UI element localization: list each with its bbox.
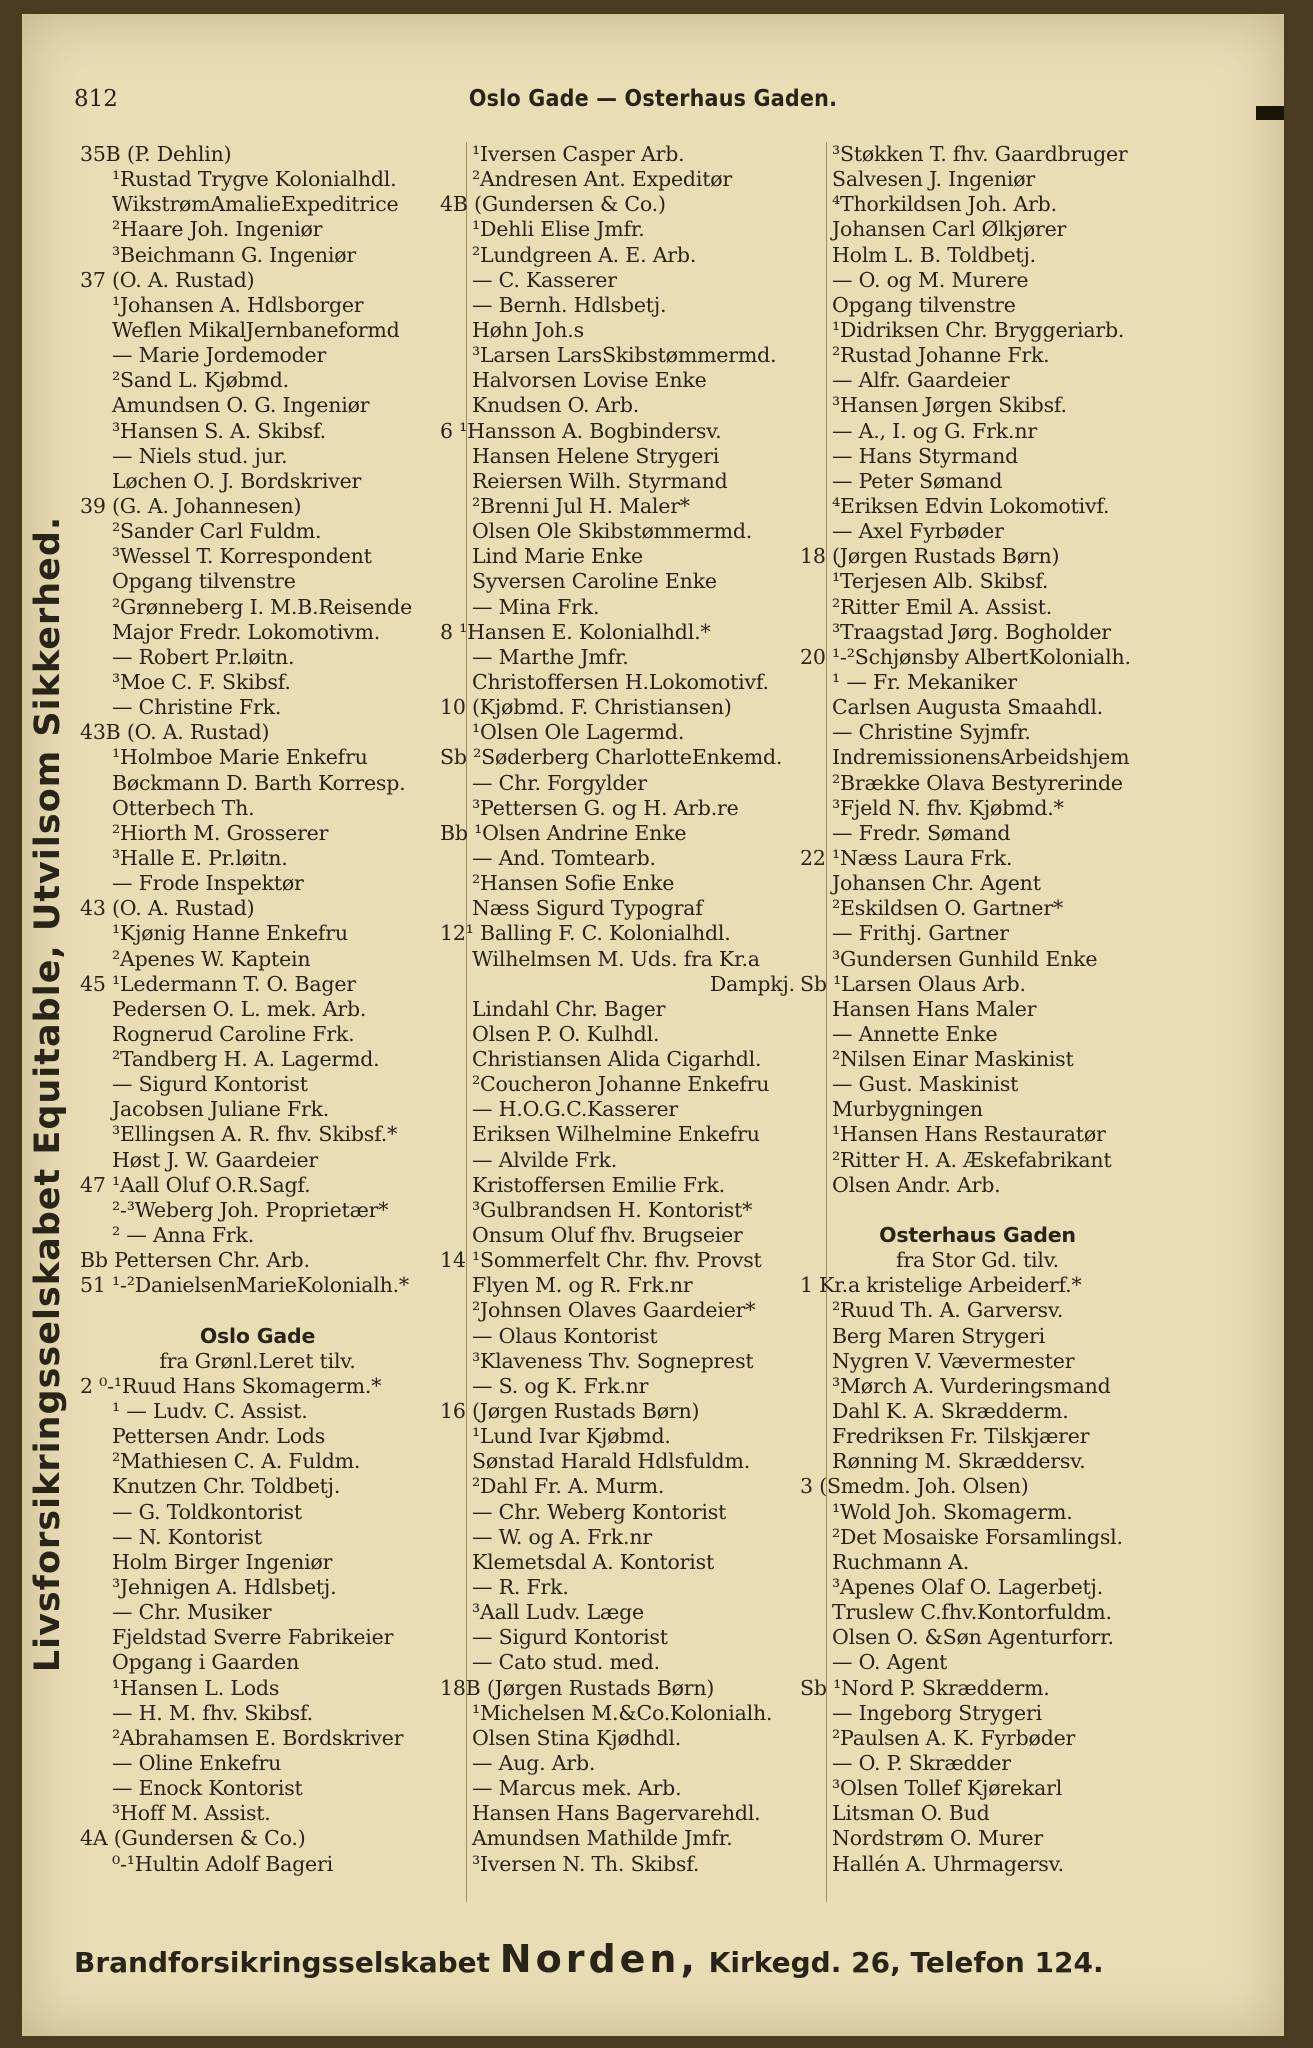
entry-line: — Niels stud. jur. — [112, 443, 288, 468]
entry-line: Næss Sigurd Typograf — [472, 896, 703, 921]
entry-line: Hansen Helene Strygeri — [472, 443, 720, 468]
entry-line: Sb ²Søderberg CharlotteEnkemd. — [440, 745, 783, 770]
entry-line: — O. og M. Murere — [832, 267, 1029, 292]
entry-line: 2 ⁰-¹Ruud Hans Skomagerm.* — [80, 1373, 382, 1398]
entry-line: ⁰-¹Hultin Adolf Bageri — [112, 1851, 333, 1876]
entry-line: ³Iversen N. Th. Skibsf. — [472, 1851, 700, 1876]
entry-line: Opgang i Gaarden — [112, 1650, 300, 1675]
side-advertisement: Livsforsikringsselskabet Equitable, Utvilsom Sikkerhed. — [28, 515, 68, 1673]
entry-line: Olsen Andr. Arb. — [832, 1172, 1001, 1197]
entry-line: ³Gulbrandsen H. Kontorist* — [472, 1197, 753, 1222]
entry-line: 45 ¹Ledermann T. O. Bager — [80, 971, 356, 996]
street-subheading: fra Stor Gd. tilv. — [895, 1248, 1059, 1273]
entry-line: Flyen M. og R. Frk.nr — [472, 1273, 693, 1298]
entry-line: ⁴Thorkildsen Joh. Arb. — [832, 192, 1057, 217]
entry-line: — Mina Frk. — [472, 594, 600, 619]
entry-line: ¹Dehli Elise Jmfr. — [472, 217, 645, 242]
entry-line: Olsen P. O. Kulhdl. — [472, 1021, 660, 1046]
entry-line: Sb ¹Larsen Olaus Arb. — [800, 971, 1026, 996]
entry-line: — Robert Pr.løitn. — [112, 644, 295, 669]
entry-line: Opgang tilvenstre — [832, 292, 1016, 317]
entry-line: Bøckmann D. Barth Korresp. — [112, 770, 406, 795]
entry-line: Major Fredr. Lokomotivm. — [112, 619, 381, 644]
entry-line: Berg Maren Strygeri — [832, 1323, 1045, 1348]
entry-line: Lindahl Chr. Bager — [472, 996, 666, 1021]
entry-line: ³Wessel T. Korrespondent — [112, 544, 372, 569]
entry-line: ²-³Weberg Joh. Proprietær* — [112, 1197, 389, 1222]
entry-line: — Christine Syjmfr. — [832, 720, 1031, 745]
entry-line: Hansen Hans Bagervarehdl. — [472, 1801, 761, 1826]
entry-line: — Hans Styrmand — [832, 443, 1019, 468]
entry-line: 20 ¹-²Schjønsby AlbertKolonialh. — [800, 644, 1131, 669]
entry-line: Amundsen Mathilde Jmfr. — [472, 1826, 733, 1851]
entry-line: — Alfr. Gaardeier — [832, 368, 1010, 393]
entry-line: Hallén A. Uhrmagersv. — [832, 1851, 1064, 1876]
entry-line: 4B (Gundersen & Co.) — [440, 192, 666, 217]
entry-line: — N. Kontorist — [112, 1524, 262, 1549]
entry-line: ²Apenes W. Kaptein — [112, 946, 311, 971]
entry-line: ²Dahl Fr. A. Murm. — [472, 1474, 665, 1499]
entry-line: ²Lundgreen A. E. Arb. — [472, 242, 697, 267]
entry-line: ²Haare Joh. Ingeniør — [112, 217, 323, 242]
entry-line: — Marie Jordemoder — [112, 343, 327, 368]
entry-line: Knutzen Chr. Toldbetj. — [112, 1474, 341, 1499]
entry-line: 43B (O. A. Rustad) — [80, 720, 270, 745]
entry-line: Rønning M. Skræddersv. — [832, 1449, 1086, 1474]
entry-line: 39 (G. A. Johannesen) — [80, 493, 302, 518]
entry-line: — Chr. Musiker — [112, 1600, 272, 1625]
entry-line: ²Sand L. Kjøbmd. — [112, 368, 289, 393]
entry-line: Holm Birger Ingeniør — [112, 1549, 333, 1574]
entry-line: 18 (Jørgen Rustads Børn) — [800, 544, 1060, 569]
entry-line: — R. Frk. — [472, 1575, 569, 1600]
street-heading: Osterhaus Gaden — [879, 1223, 1076, 1248]
entry-line: Opgang tilvenstre — [112, 569, 296, 594]
entry-line: Amundsen O. G. Ingeniør — [112, 393, 370, 418]
entry-line: WikstrømAmalieExpeditrice — [112, 192, 399, 217]
street-subheading: fra Grønl.Leret tilv. — [159, 1348, 356, 1373]
entry-line: Syversen Caroline Enke — [472, 569, 717, 594]
header-title: Oslo Gade — Osterhaus Gaden. — [468, 86, 838, 112]
entry-line: ³Hansen S. A. Skibsf. — [112, 418, 326, 443]
entry-line: ¹Rustad Trygve Kolonialhdl. — [112, 167, 397, 192]
entry-line: ³Traagstad Jørg. Bogholder — [832, 619, 1111, 644]
entry-line: — Frithj. Gartner — [832, 921, 1009, 946]
entry-line: Wilhelmsen M. Uds. fra Kr.a — [472, 946, 760, 971]
entry-line: ²Ruud Th. A. Garversv. — [832, 1298, 1064, 1323]
entry-line: 8 ¹Hansen E. Kolonialhdl.* — [440, 619, 711, 644]
entry-line: IndremissionensArbeidshjem — [832, 745, 1130, 770]
footer-text-2: Norden, — [499, 1937, 699, 1981]
entry-line: Weflen MikalJernbaneformd — [112, 317, 400, 342]
entry-line: — Christine Frk. — [112, 695, 282, 720]
entry-line: — W. og A. Frk.nr — [472, 1524, 652, 1549]
entry-line: ¹Didriksen Chr. Bryggeriarb. — [832, 317, 1125, 342]
entry-line: Litsman O. Bud — [832, 1801, 990, 1826]
column-1 — [80, 142, 435, 1877]
entry-line: Jacobsen Juliane Frk. — [112, 1097, 330, 1122]
entry-line: Sønstad Harald Hdlsfuldm. — [472, 1449, 751, 1474]
entry-line: Eriksen Wilhelmine Enkefru — [472, 1122, 760, 1147]
entry-line: ¹Hansen L. Lods — [112, 1675, 280, 1700]
entry-line: 35B (P. Dehlin) — [80, 142, 232, 166]
entry-line: ³Fjeld N. fhv. Kjøbmd.* — [832, 795, 1064, 820]
entry-line: ³Halle E. Pr.løitn. — [112, 845, 288, 870]
entry-line: — C. Kasserer — [472, 267, 617, 292]
entry-line: — O. Agent — [832, 1650, 948, 1675]
footer-text-3: Kirkegd. 26, Telefon 124. — [698, 1946, 1104, 1979]
entry-line: ²Andresen Ant. Expeditør — [472, 167, 732, 192]
entry-line: Høhn Joh.s — [472, 317, 584, 342]
footer-text-1: Brandforsikringsselskabet — [74, 1946, 500, 1979]
entry-line: Bb Pettersen Chr. Arb. — [80, 1248, 310, 1273]
entry-line: Hansen Hans Maler — [832, 996, 1037, 1021]
entry-line: ²Hiorth M. Grosserer — [112, 820, 329, 845]
entry-line: ³Aall Ludv. Læge — [472, 1600, 644, 1625]
entry-line: Holm L. B. Toldbetj. — [832, 242, 1036, 267]
entry-line: — S. og K. Frk.nr — [472, 1373, 649, 1398]
entry-line: ³Moe C. F. Skibsf. — [112, 669, 291, 694]
entry-line: ³Støkken T. fhv. Gaardbruger — [832, 142, 1128, 166]
entry-line: ²Johnsen Olaves Gaardeier* — [472, 1298, 756, 1323]
entry-line: Dampkj. — [709, 971, 795, 996]
entry-line: Johansen Carl Ølkjører — [832, 217, 1067, 242]
entry-line: ²Ritter H. A. Æskefabrikant — [832, 1147, 1112, 1172]
entry-line: ¹Michelsen M.&Co.Kolonialh. — [472, 1700, 773, 1725]
entry-line: ²Brenni Jul H. Maler* — [472, 493, 690, 518]
entry-line: — A., I. og G. Frk.nr — [832, 418, 1037, 443]
entry-line: Nordstrøm O. Murer — [832, 1826, 1044, 1851]
entry-line: ³Ellingsen A. R. fhv. Skibsf.* — [112, 1122, 398, 1147]
entry-line: — Peter Sømand — [832, 468, 1003, 493]
page-number: 812 — [74, 86, 118, 112]
entry-line: ²Paulsen A. K. Fyrbøder — [832, 1725, 1076, 1750]
entry-line: 16 (Jørgen Rustads Børn) — [440, 1399, 700, 1424]
entry-line: ¹Lund Ivar Kjøbmd. — [472, 1424, 671, 1449]
entry-line: 37 (O. A. Rustad) — [80, 267, 255, 292]
entry-line: ²Eskildsen O. Gartner* — [832, 896, 1063, 921]
entry-line: ²Nilsen Einar Maskinist — [832, 1047, 1074, 1072]
entry-line: Høst J. W. Gaardeier — [112, 1147, 319, 1172]
entry-line: Olsen Stina Kjødhdl. — [472, 1725, 682, 1750]
entry-line: Lind Marie Enke — [472, 544, 643, 569]
entry-line: ¹Olsen Ole Lagermd. — [472, 720, 685, 745]
entry-line: Fredriksen Fr. Tilskjærer — [832, 1424, 1090, 1449]
entry-line: — Ingeborg Strygeri — [832, 1700, 1042, 1725]
entry-line: ¹Iversen Casper Arb. — [472, 142, 685, 166]
entry-line: ¹Terjesen Alb. Skibsf. — [832, 569, 1049, 594]
entry-line: Onsum Oluf fhv. Brugseier — [472, 1223, 743, 1248]
entry-line — [800, 1198, 1155, 1223]
entry-line: Kristoffersen Emilie Frk. — [472, 1172, 725, 1197]
entry-line: Bb ¹Olsen Andrine Enke — [440, 820, 687, 845]
entry-line: — Sigurd Kontorist — [112, 1072, 308, 1097]
entry-line: ²Coucheron Johanne Enkefru — [472, 1072, 770, 1097]
entry-line: — Enock Kontorist — [112, 1776, 303, 1801]
entry-line: Johansen Chr. Agent — [832, 871, 1041, 896]
entry-line: — Marthe Jmfr. — [472, 644, 629, 669]
entry-line: — O. P. Skrædder — [832, 1751, 1011, 1775]
entry-line: ¹Johansen A. Hdlsborger — [112, 292, 364, 317]
entry-line: 10 (Kjøbmd. F. Christiansen) — [440, 695, 732, 720]
entry-line: ²Mathiesen C. A. Fuldm. — [112, 1449, 361, 1474]
entry-line: — Frode Inspektør — [112, 871, 304, 896]
entry-line: — Annette Enke — [832, 1021, 998, 1046]
entry-line: — Alvilde Frk. — [472, 1147, 618, 1172]
entry-line: Christoffersen H.Lokomotivf. — [472, 669, 769, 694]
entry-line: — Olaus Kontorist — [472, 1323, 658, 1348]
directory-page — [22, 14, 1284, 2036]
entry-line: Sb ¹Nord P. Skrædderm. — [800, 1675, 1050, 1700]
entry-line: ¹Hansen Hans Restauratør — [832, 1122, 1106, 1147]
entry-line: 3 (Smedm. Joh. Olsen) — [800, 1474, 1029, 1499]
entry-line: ¹Holmboe Marie Enkefru — [112, 745, 368, 770]
entry-line: Carlsen Augusta Smaahdl. — [832, 695, 1103, 720]
entry-line: 22 ¹Næss Laura Frk. — [800, 845, 1013, 870]
entry-line: Reiersen Wilh. Styrmand — [472, 468, 728, 493]
entry-line: 51 ¹-²DanielsenMarieKolonialh.* — [80, 1273, 409, 1298]
entry-line: ²Tandberg H. A. Lagermd. — [112, 1047, 380, 1072]
entry-line: ²Grønneberg I. M.B.Reisende — [112, 594, 413, 619]
entry-line: — Chr. Forgylder — [472, 770, 647, 795]
entry-line: 12¹ Balling F. C. Kolonialhdl. — [440, 921, 731, 946]
entry-line: ³Apenes Olaf O. Lagerbetj. — [832, 1575, 1104, 1600]
entry-line: ²Sander Carl Fuldm. — [112, 519, 322, 544]
entry-line: Pettersen Andr. Lods — [112, 1424, 326, 1449]
entry-line: — Sigurd Kontorist — [472, 1625, 668, 1650]
entry-line: ³Pettersen G. og H. Arb.re — [472, 795, 739, 820]
entry-line: 43 (O. A. Rustad) — [80, 896, 255, 921]
entry-line: 47 ¹Aall Oluf O.R.Sagf. — [80, 1172, 311, 1197]
entry-line: ² — Anna Frk. — [112, 1223, 255, 1248]
entry-line: ³Gundersen Gunhild Enke — [832, 946, 1098, 971]
entry-line: 14 ¹Sommerfelt Chr. fhv. Provst — [440, 1248, 762, 1273]
entry-line: ²Hansen Sofie Enke — [472, 871, 675, 896]
entry-line: — Gust. Maskinist — [832, 1072, 1019, 1097]
street-heading: Oslo Gade — [199, 1323, 316, 1348]
entry-line: — Bernh. Hdlsbetj. — [472, 292, 667, 317]
entry-line: Olsen Ole Skibstømmermd. — [472, 519, 753, 544]
entry-line: Murbygningen — [832, 1097, 983, 1122]
entry-line: — H.O.G.C.Kasserer — [472, 1097, 679, 1122]
entry-line: Løchen O. J. Bordskriver — [112, 468, 362, 493]
entry-line: — Fredr. Sømand — [832, 820, 1011, 845]
entry-line: ³Hoff M. Assist. — [112, 1801, 271, 1826]
entry-line: 4A (Gundersen & Co.) — [80, 1826, 306, 1851]
entry-line: ³Beichmann G. Ingeniør — [112, 242, 356, 267]
entry-line: ²Rustad Johanne Frk. — [832, 343, 1050, 368]
entry-line: — Axel Fyrbøder — [832, 519, 1004, 544]
entry-line: Knudsen O. Arb. — [472, 393, 640, 418]
entry-line: ³Olsen Tollef Kjørekarl — [832, 1776, 1063, 1801]
entry-line: — H. M. fhv. Skibsf. — [112, 1700, 313, 1725]
entry-line: ¹ — Ludv. C. Assist. — [112, 1399, 308, 1424]
entry-line: ¹ — Fr. Mekaniker — [832, 669, 1018, 694]
entry-line: ³Klaveness Thv. Sogneprest — [472, 1348, 754, 1373]
entry-line: Dahl K. A. Skrædderm. — [832, 1399, 1069, 1424]
entry-line: Pedersen O. L. mek. Arb. — [112, 996, 367, 1021]
column-3 — [800, 142, 1155, 1877]
page-header — [22, 86, 1284, 126]
entry-line: — And. Tomtearb. — [472, 845, 656, 870]
entry-line: 1 Kr.a kristelige Arbeiderf.* — [800, 1273, 1082, 1298]
entry-line: ⁴Eriksen Edvin Lokomotivf. — [832, 493, 1110, 518]
entry-line: Salvesen J. Ingeniør — [832, 167, 1036, 192]
entry-line: ³Hansen Jørgen Skibsf. — [832, 393, 1067, 418]
entry-line: — Marcus mek. Arb. — [472, 1776, 682, 1801]
entry-line: ²Abrahamsen E. Bordskriver — [112, 1725, 404, 1750]
entry-line — [80, 1298, 435, 1323]
entry-line: — G. Toldkontorist — [112, 1499, 302, 1524]
column-2 — [440, 142, 795, 1877]
entry-line: 18B (Jørgen Rustads Børn) — [440, 1675, 715, 1700]
entry-line: Truslew C.fhv.Kontorfuldm. — [832, 1600, 1112, 1625]
entry-line: — Cato stud. med. — [472, 1650, 660, 1675]
entry-line: Klemetsdal A. Kontorist — [472, 1549, 714, 1574]
entry-line: — Aug. Arb. — [472, 1751, 596, 1775]
entry-line: Halvorsen Lovise Enke — [472, 368, 707, 393]
entry-line: Christiansen Alida Cigarhdl. — [472, 1047, 762, 1072]
entry-line: ³Jehnigen A. Hdlsbetj. — [112, 1575, 337, 1600]
entry-line: Ruchmann A. — [832, 1549, 970, 1574]
entry-line: ²Ritter Emil A. Assist. — [832, 594, 1053, 619]
entry-line: ¹Wold Joh. Skomagerm. — [832, 1499, 1073, 1524]
entry-line: ²Det Mosaiske Forsamlingsl. — [832, 1524, 1123, 1549]
entry-line: ³Mørch A. Vurderingsmand — [832, 1373, 1111, 1398]
entry-line: Fjeldstad Sverre Fabrikeier — [112, 1625, 394, 1650]
entry-line: ¹Kjønig Hanne Enkefru — [112, 921, 348, 946]
entry-line: — Oline Enkefru — [112, 1751, 282, 1775]
entry-line: Nygren V. Vævermester — [832, 1348, 1075, 1373]
entry-line: ²Brække Olava Bestyrerinde — [832, 770, 1123, 795]
entry-line: Rognerud Caroline Frk. — [112, 1021, 355, 1046]
entry-line: Olsen O. &Søn Agenturforr. — [832, 1625, 1114, 1650]
entry-line: 6 ¹Hansson A. Bogbindersv. — [440, 418, 722, 443]
entry-line: Otterbech Th. — [112, 795, 255, 820]
footer-advertisement — [74, 1934, 1234, 1984]
entry-line: ³Larsen LarsSkibstømmermd. — [472, 343, 777, 368]
entry-line: — Chr. Weberg Kontorist — [472, 1499, 727, 1524]
